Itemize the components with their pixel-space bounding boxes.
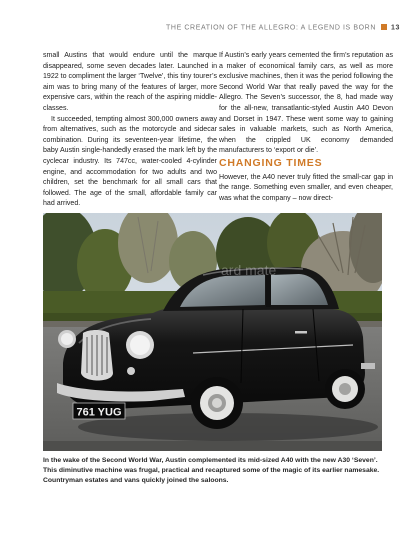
door-handle	[295, 331, 307, 334]
accent-square-icon	[381, 24, 387, 30]
section-heading: CHANGING TIMES	[219, 156, 323, 169]
watermark-text: ard mate	[221, 262, 277, 278]
right-paragraph-1: If Austin’s early years cemented the firm’s reputation as a maker of economical family cars, as well as more exclusive machines, then it was the period following the Second World War that really paved the way for the Allegro. The Seven’s successor, the 8, had made way for the all-new, transatlantic-styled Austin A40 Devon and Dorset in 1947. These went some way to gaining sales in valuable markets, such as North America, when the crippled UK economy demanded manufacturers to ‘export or die’.	[219, 52, 393, 155]
running-header	[100, 24, 400, 32]
car-photograph	[43, 213, 382, 451]
photo-caption: In the wake of the Second World War, Austin complemented its mid-sized A40 with the new A30 ‘Seven’. This diminutive machine was frugal, practical and recaptured some of the magic of its earlier namesake. Countryman estates and vans quickly joined the saloons.	[43, 457, 380, 485]
left-column	[43, 51, 217, 210]
right-paragraph-2: However, the A40 never truly fitted the small-car gap in the range. Something even smaller, and even cheaper, was what the company – now direct-	[219, 173, 393, 202]
left-paragraph-1: small Austins that would endure until the marque disappeared, some seven decades later. Launched in 1922 to compliment the larger ‘Twelve’, this tiny tourer’s aim was to bring many of the features of larger, more expensive cars, within the reach of the aspiring middle-classes.	[43, 52, 217, 112]
running-title: THE CREATION OF THE ALLEGRO: A LEGEND IS BORN	[166, 24, 376, 32]
right-column	[219, 51, 393, 204]
number-plate-text: 761 YUG	[76, 406, 122, 419]
left-paragraph-2: It succeeded, tempting almost 300,000 owners away from alternatives, such as the motorcycle and sidecar combination. During its seventeen-year lifetime, the baby Austin single-handedly erased the mark left by the cyclecar industry. Its 747cc, water-cooled 4-cylinder engine, and accommodation for two adults and two children, set the benchmark for all small cars that followed. The age of the small, affordable family car had arrived.	[43, 115, 217, 208]
page-number: 13	[391, 24, 400, 32]
